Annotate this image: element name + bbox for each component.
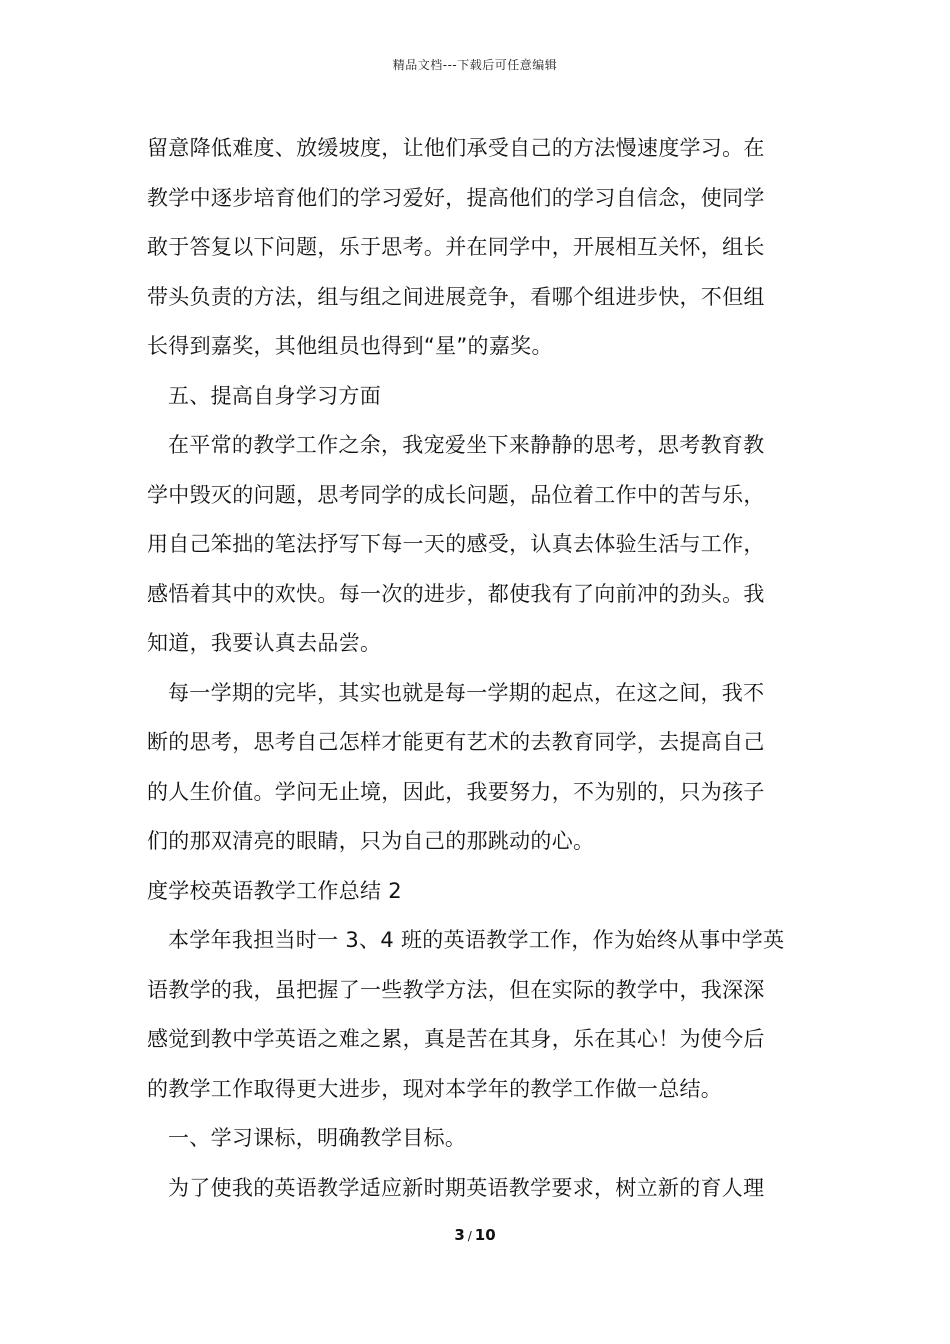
text-line: 用自己笨拙的笔法抒写下每一天的感受，认真去体验生活与工作，	[147, 532, 765, 556]
text-line: 的人生价值。学问无止境，因此，我要努力，不为别的，只为孩子	[147, 779, 765, 804]
current-page: 3	[454, 1226, 465, 1244]
page-number	[0, 1226, 950, 1244]
text-line: 语教学的我，虽把握了一些教学方法，但在实际的教学中，我深深	[147, 977, 765, 1002]
document-body	[147, 128, 809, 1217]
text-line: 知道，我要认真去品尝。	[147, 631, 382, 655]
text-line: 每一学期的完毕，其实也就是每一学期的起点，在这之间，我不	[168, 680, 765, 705]
text-line: 长得到嘉奖，其他组员也得到“星”的嘉奖。	[147, 334, 553, 358]
text-line: 本学年我担当时一 3、4 班的英语教学工作，作为始终从事中学英	[168, 928, 785, 952]
section-heading: 一、学习课标，明确教学目标。	[168, 1126, 467, 1150]
text-line: 感觉到教中学英语之难之累，真是苦在其身，乐在其心！为使今后	[147, 1027, 765, 1051]
text-line: 们的那双清亮的眼睛，只为自己的那跳动的心。	[147, 829, 595, 853]
text-line: 感悟着其中的欢快。每一次的进步，都使我有了向前冲的劲头。我	[147, 581, 765, 606]
text-line: 的教学工作取得更大进步，现对本学年的教学工作做一总结。	[147, 1076, 723, 1101]
document-title: 度学校英语教学工作总结 2	[147, 878, 402, 903]
text-line: 学中毁灭的问题，思考同学的成长问题，品位着工作中的苦与乐，	[147, 482, 765, 507]
total-pages: 10	[474, 1226, 496, 1244]
page-header: 精品文档---下载后可任意编辑	[392, 58, 558, 72]
text-line: 为了使我的英语教学适应新时期英语教学要求，树立新的育人理	[168, 1175, 765, 1200]
text-line: 断的思考，思考自己怎样才能更有艺术的去教育同学，去提高自己	[147, 730, 765, 754]
section-heading: 五、提高自身学习方面	[168, 383, 381, 408]
text-line: 带头负责的方法，组与组之间进展竞争，看哪个组进步快，不但组	[147, 284, 765, 309]
text-line: 敢于答复以下问题，乐于思考。并在同学中，开展相互关怀，组长	[147, 235, 765, 259]
text-line: 教学中逐步培育他们的学习爱好，提高他们的学习自信念，使同学	[147, 185, 765, 210]
text-line: 在平常的教学工作之余，我宠爱坐下来静静的思考，思考教育教	[168, 433, 765, 457]
page-separator: /	[467, 1229, 472, 1243]
text-line: 留意降低难度、放缓坡度，让他们承受自己的方法慢速度学习。在	[147, 136, 765, 160]
